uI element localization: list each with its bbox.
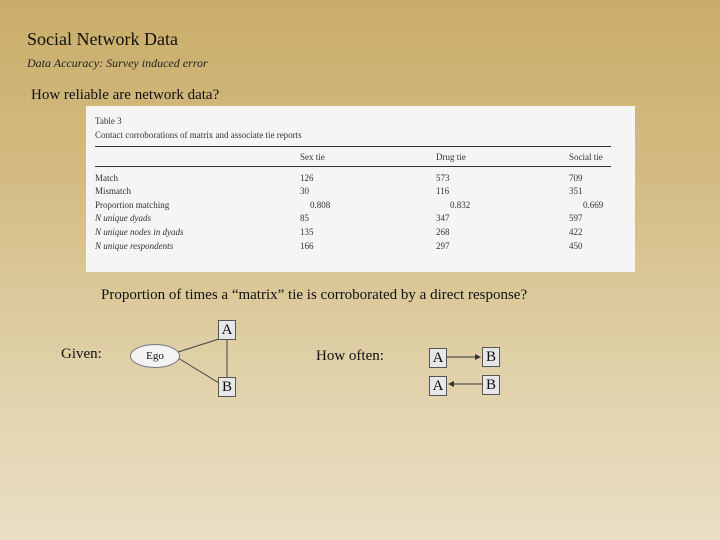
col-header-sex: Sex tie (300, 152, 325, 162)
question-text: How reliable are network data? (31, 87, 220, 103)
slide-subtitle: Data Accuracy: Survey induced error (27, 56, 208, 70)
cell: 422 (569, 227, 583, 237)
pair1-node-a: A (429, 348, 447, 368)
row-label: N unique dyads (95, 213, 151, 223)
cell: 116 (436, 186, 450, 196)
cell: 126 (300, 173, 314, 183)
pair1-node-b: B (482, 347, 500, 367)
row-label: N unique respondents (95, 241, 174, 251)
table-caption: Contact corroborations of matrix and associate tie reports (95, 130, 302, 140)
cell: 0.669 (583, 200, 604, 210)
cell: 0.832 (450, 200, 471, 210)
row-label: Mismatch (95, 186, 131, 196)
table-number: Table 3 (95, 116, 122, 126)
cell: 597 (569, 213, 583, 223)
cell: 135 (300, 227, 314, 237)
col-header-drug: Drug tie (436, 152, 466, 162)
cell: 268 (436, 227, 450, 237)
row-label: Proportion matching (95, 200, 170, 210)
cell: 573 (436, 173, 450, 183)
col-header-social: Social tie (569, 152, 603, 162)
node-a: A (218, 320, 236, 340)
cell: 85 (300, 213, 309, 223)
node-b: B (218, 377, 236, 397)
ego-to-a-line (178, 339, 219, 352)
ego-to-b-line (178, 358, 219, 383)
cell: 351 (569, 186, 583, 196)
pair2-node-b: B (482, 375, 500, 395)
cell: 30 (300, 186, 309, 196)
given-label: Given: (61, 346, 102, 362)
slide-title: Social Network Data (27, 29, 178, 49)
cell: 297 (436, 241, 450, 251)
cell: 450 (569, 241, 583, 251)
row-label: N unique nodes in dyads (95, 227, 184, 237)
cell: 709 (569, 173, 583, 183)
cell: 347 (436, 213, 450, 223)
cell: 166 (300, 241, 314, 251)
proportion-question: Proportion of times a “matrix” tie is corroborated by a direct response? (101, 287, 528, 303)
pair2-node-a: A (429, 376, 447, 396)
row-label: Match (95, 173, 118, 183)
ego-node: Ego (130, 344, 180, 368)
cell: 0.808 (310, 200, 331, 210)
how-often-label: How often: (316, 348, 384, 364)
